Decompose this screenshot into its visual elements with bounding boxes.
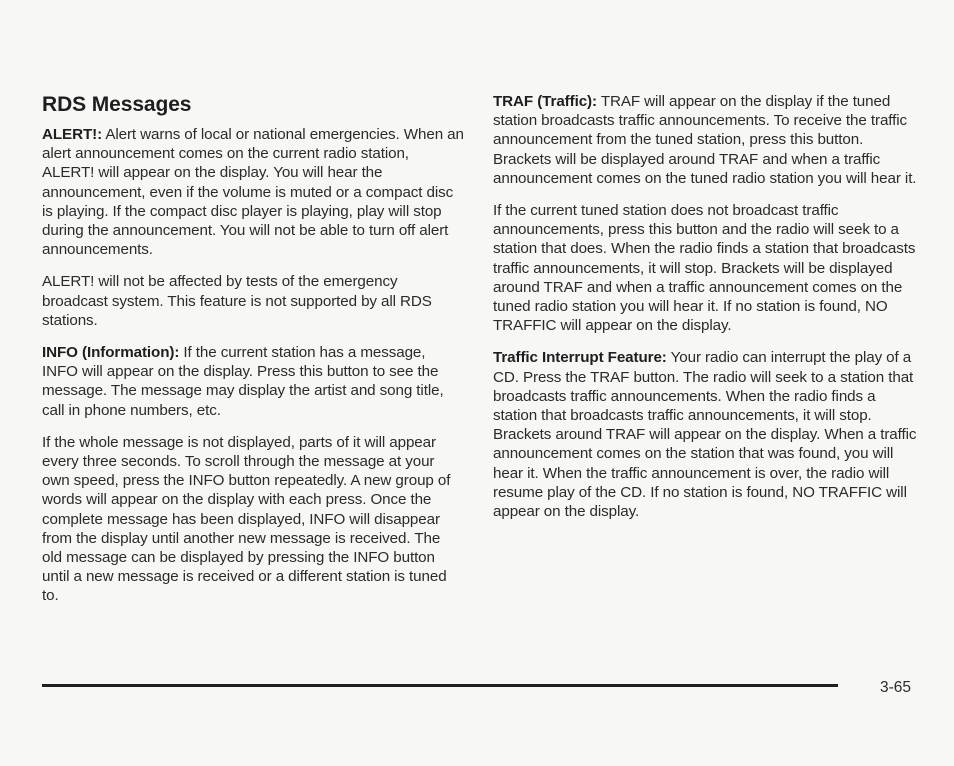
left-column	[42, 92, 464, 619]
right-column	[493, 92, 917, 534]
interrupt-paragraph	[493, 348, 917, 521]
section-title: RDS Messages	[42, 93, 192, 116]
traf-text: TRAF will appear on the display if the tuned station broadcasts traffic announcements. To receive the traffic announcement from the tuned station, press this button. Brackets will be displayed around TRAF and when a traffic announcement comes on the tuned radio station you will hear it.	[493, 93, 917, 187]
interrupt-text: Your radio can interrupt the play of a CD. Press the TRAF button. The radio will seek to a station that broadcasts traffic announcements. When the radio finds a station that broadcasts traffic announcements, it will stop. Brackets around TRAF will appear on the display. When a traffic announcement comes on the station that was found, you will hear it. When the traffic announcement is over, the radio will resume play of the CD. If no station is found, NO TRAFFIC will appear on the display.	[493, 349, 917, 521]
interrupt-term: Traffic Interrupt Feature:	[493, 349, 667, 367]
footer-rule	[42, 684, 838, 687]
alert-note-paragraph: ALERT! will not be affected by tests of the emergency broadcast system. This feature is not supported by all RDS stations.	[42, 273, 432, 329]
info-paragraph	[42, 343, 464, 420]
info-text: If the current station has a message, INFO will appear on the display. Press this button to see the message. The message may display the artist and song title, call in phone numbers, etc.	[42, 344, 444, 419]
info-note-paragraph: If the whole message is not displayed, parts of it will appear every three seconds. To scroll through the message at your own speed, press the INFO button repeatedly. A new group of words will appear on the display with each press. Once the complete message has been displayed, INFO will disappear from the display until another new message is received. The old message can be displayed by pressing the INFO button until a new message is received or a different station is tuned to.	[42, 433, 451, 605]
traf-term: TRAF (Traffic):	[493, 93, 597, 110]
alert-text: Alert warns of local or national emergencies. When an alert announcement comes on the current radio station, ALERT! will appear on the display. You will hear the announcement, even if the volume is muted or a compact disc is playing. If the compact disc player is playing, play will stop during the announcement. You will not be able to turn off alert announcements.	[42, 126, 464, 259]
traf-paragraph	[493, 92, 917, 188]
traf-note-paragraph: If the current tuned station does not broadcast traffic announcements, press this button and the radio will seek to a station that does. When the radio finds a station that broadcasts traffic announcements, it will stop. Brackets will be displayed around TRAF and when a traffic announcement comes on the tuned radio station you will hear it. If no station is found, NO TRAFFIC will appear on the display.	[493, 202, 916, 335]
page-number: 3-65	[880, 679, 912, 696]
alert-paragraph	[42, 125, 464, 259]
info-term: INFO (Information):	[42, 344, 180, 362]
alert-term: ALERT!:	[42, 126, 103, 143]
